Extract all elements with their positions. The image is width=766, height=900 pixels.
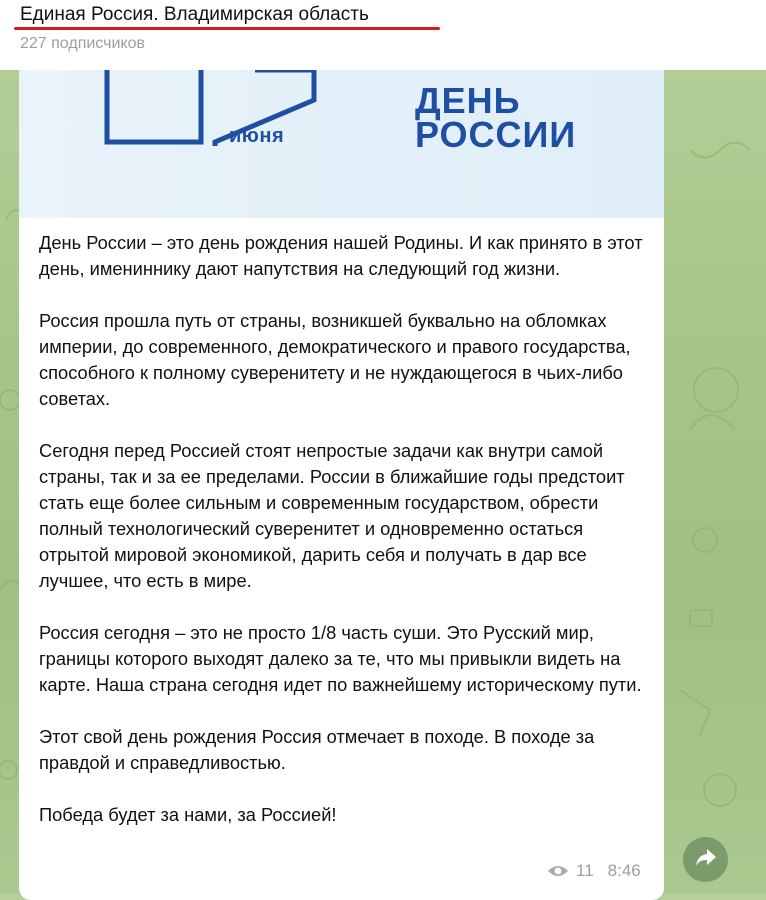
share-button[interactable] <box>683 837 728 882</box>
post-paragraph: День России – это день рождения нашей Родины. И как принято в этот день, имениннику дают напутствия на следующий год жизни. <box>39 232 643 279</box>
channel-title[interactable]: Единая Россия. Владимирская область <box>20 4 369 25</box>
eye-icon <box>547 864 569 878</box>
message-time: 8:46 <box>607 861 641 880</box>
title-underline <box>14 27 440 30</box>
post-paragraph: Сегодня перед Россией стоят непростые задачи как внутри самой страны, так и за ее пределами. России в ближайшие годы предстоит стать еще более сильным и современным государством, обрести полный технологический суверенитет и одновременно остаться отрытой мировой экономикой, дарить себя и получать в дар все лучшее, что есть в мире. <box>39 440 625 591</box>
channel-header <box>0 0 766 70</box>
banner-title-line1: ДЕНЬ <box>415 80 521 121</box>
post-text <box>39 230 649 854</box>
post-paragraph: Этот свой день рождения Россия отмечает в походе. В походе за правдой и справедливостью. <box>39 726 595 773</box>
message-bubble <box>19 70 664 900</box>
view-count: 11 <box>576 861 594 880</box>
post-paragraph: Россия сегодня – это не просто 1/8 часть суши. Это Русский мир, границы которого выходят далеко за те, что мы привыкли видеть на карте. Наша страна сегодня идет по важнейшему историческому пути. <box>39 622 642 695</box>
share-arrow-icon <box>695 847 717 872</box>
post-paragraph: Россия прошла путь от страны, возникшей буквально на обломках империи, до современного, демократического и правого государства, способного к полному суверенитету и не нуждающегося в чьих-либо советах. <box>39 310 631 409</box>
post-paragraph: Победа будет за нами, за Россией! <box>39 804 337 825</box>
post-image-banner[interactable] <box>19 70 664 218</box>
banner-title-line2: РОССИИ <box>415 114 577 155</box>
message-meta <box>547 860 641 882</box>
subscriber-count: 227 подписчиков <box>20 35 145 52</box>
banner-month: июня <box>229 125 285 147</box>
